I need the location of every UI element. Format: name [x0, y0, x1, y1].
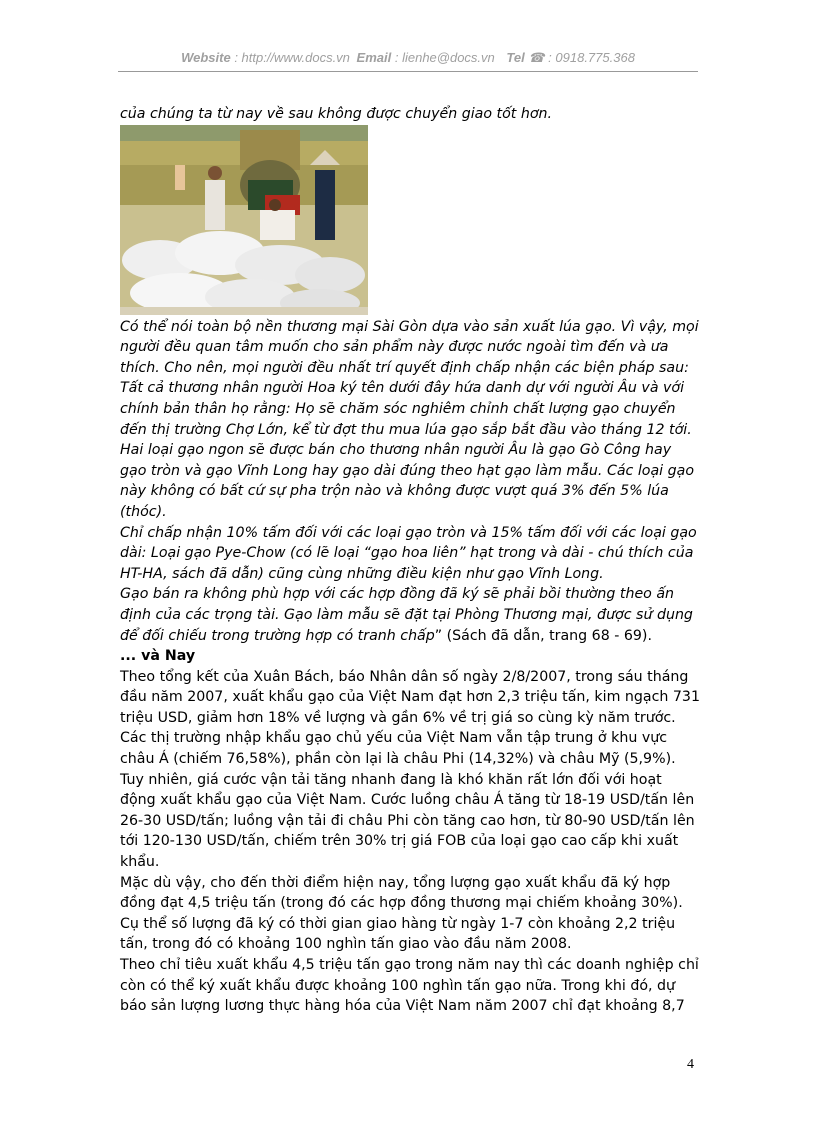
quote-text: Gạo bán ra không phù hợp với các hợp đồng đã ký sẽ phải bồi thường theo ấn định của các trọng tài. Gạo làm mẫu sẽ đặt tại Phòng Thương mại, được sử dụng để đối chiếu trong trường hợp có tranh chấp [120, 586, 693, 644]
paragraph: Theo chỉ tiêu xuất khẩu 4,5 triệu tấn gạo trong năm nay thì các doanh nghiệp chỉ còn có thể ký xuất khẩu được khoảng 100 nghìn tấn gạo nữa. Trong khi đó, dự báo sản lượng lương thực hàng hóa của Việt Nam năm 2007 chỉ đạt khoảng 8,7 [120, 957, 699, 1015]
document-body [120, 104, 700, 1017]
paragraph: Tất cả thương nhân người Hoa ký tên dưới đây hứa danh dự với người Âu và với chính bản thân họ rằng: Họ sẽ chăm sóc nghiêm chỉnh chất lượng gạo chuyển đến thị trường Chợ Lớn, kể từ đợt thu mua lúa gạo sắp bắt đầu vào tháng 12 tới. Hai loại gạo ngon sẽ được bán cho thương nhân người Âu là gạo Gò Công hay gạo tròn và gạo Vĩnh Long hay gạo dài đúng theo hạt gạo làm mẫu. Các loại gạo này không có bất cứ sự pha trộn nào và không được vượt quá 3% đến 5% lúa (thóc). [120, 380, 694, 520]
website-label: Website [181, 50, 231, 65]
paragraph: Có thể nói toàn bộ nền thương mại Sài Gòn dựa vào sản xuất lúa gạo. Vì vậy, mọi người đều quan tâm muốn cho sản phẩm này được nước ngoài tìm đến và ưa thích. Cho nên, mọi người đều nhất trí quyết định chấp nhận các biện pháp sau: [120, 318, 699, 376]
rice-harvest-photo [120, 125, 368, 315]
section-heading: ... và Nay [120, 648, 196, 665]
email-label: Email [356, 50, 392, 65]
paragraph: Chỉ chấp nhận 10% tấm đối với các loại gạo tròn và 15% tấm đối với các loại gạo dài: Loại gạo Pye-Chow (có lẽ loại “gạo hoa liên” hạt trong và dài - chú thích của HT-HA, sách đã dẫn) cũng cùng những điều kiện như gạo Vĩnh Long. [120, 524, 697, 582]
website-url[interactable]: : http://www.docs.vn [234, 50, 350, 65]
email-address[interactable]: : lienhe@docs.vn [394, 50, 495, 65]
citation: ” (Sách đã dẫn, trang 68 - 69). [434, 627, 652, 644]
tel-number: : 0918.775.368 [548, 50, 635, 65]
page-header [118, 50, 698, 72]
paragraph: Theo tổng kết của Xuân Bách, báo Nhân dân số ngày 2/8/2007, trong sáu tháng đầu năm 2007, xuất khẩu gạo của Việt Nam đạt hơn 2,3 triệu tấn, kim ngạch 731 triệu USD, giảm hơn 18% về lượng và gần 6% về trị giá so cùng kỳ năm trước. Các thị trường nhập khẩu gạo chủ yếu của Việt Nam vẫn tập trung ở khu vực châu Á (chiếm 76,58%), phần còn lại là châu Phi (14,32%) và châu Mỹ (5,9%). Tuy nhiên, giá cước vận tải tăng nhanh đang là khó khăn rất lớn đối với hoạt động xuất khẩu gạo của Việt Nam. Cước luồng châu Á tăng từ 18-19 USD/tấn lên 26-30 USD/tấn; luồng vận tải đi châu Phi còn tăng cao hơn, từ 80-90 USD/tấn lên tới 120-130 USD/tấn, chiếm trên 30% trị giá FOB của loại gạo cao cấp khi xuất khẩu. [120, 668, 700, 871]
tel-label: Tel [506, 50, 525, 65]
paragraph: của chúng ta từ nay về sau không được chuyển giao tốt hơn. [120, 106, 553, 122]
phone-icon: ☎ [528, 50, 545, 65]
page-number: 4 [687, 1057, 694, 1072]
paragraph [120, 584, 700, 646]
paragraph: Mặc dù vậy, cho đến thời điểm hiện nay, tổng lượng gạo xuất khẩu đã ký hợp đồng đạt 4,5 triệu tấn (trong đó các hợp đồng thương mại chiếm khoảng 30%). Cụ thể số lượng đã ký có thời gian giao hàng từ ngày 1-7 còn khoảng 2,2 triệu tấn, trong đó có khoảng 100 nghìn tấn giao vào đầu năm 2008. [120, 874, 683, 953]
